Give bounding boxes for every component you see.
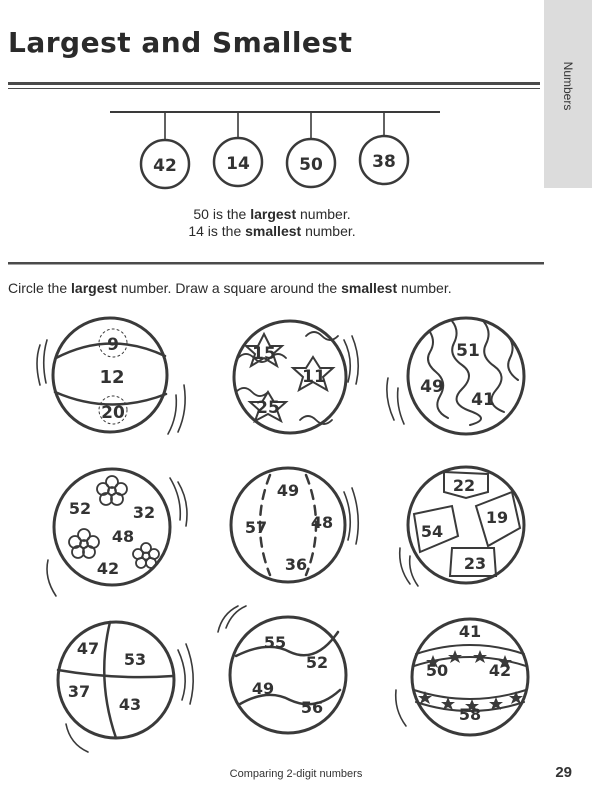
star-icon <box>418 650 523 712</box>
ball-2-number-2: 11 <box>302 367 326 387</box>
emphasis: smallest <box>245 223 302 239</box>
ball-6-number-4: 23 <box>463 554 487 573</box>
ball-1-number-1: 9 <box>107 335 119 355</box>
text: 50 is the <box>193 206 251 222</box>
ball-3-number-2: 49 <box>420 377 444 397</box>
example-number-1: 42 <box>153 156 177 176</box>
ball-8-number-2: 52 <box>305 653 329 672</box>
ball-7-number-4: 43 <box>118 695 142 714</box>
flower-icon <box>97 476 127 505</box>
ball-4-number-3: 48 <box>111 527 135 546</box>
ball-2-number-1: 15 <box>252 344 276 364</box>
ball-5-number-4: 36 <box>284 555 308 574</box>
flower-icon <box>69 529 99 558</box>
ball-5-number-1: 49 <box>276 481 300 500</box>
ball-3-number-3: 41 <box>471 390 495 410</box>
ball-3-number-1: 51 <box>456 341 480 361</box>
text: number. <box>397 280 452 296</box>
flower-icon <box>133 543 159 568</box>
ball-3[interactable] <box>387 318 524 434</box>
ball-9-number-4: 58 <box>458 705 482 724</box>
ball-6-number-1: 22 <box>452 476 476 495</box>
page-title: Largest and Smallest <box>8 26 353 59</box>
ball-1-number-2: 12 <box>99 367 125 388</box>
text: number. <box>296 206 351 222</box>
text: number. Draw a square around the <box>116 280 342 296</box>
ball-7-number-2: 53 <box>123 650 147 669</box>
instruction-text <box>8 280 452 296</box>
ball-5-number-2: 57 <box>244 518 268 537</box>
text: number. <box>301 223 356 239</box>
ball-6-number-3: 19 <box>485 508 509 527</box>
ball-5-number-3: 48 <box>310 513 334 532</box>
ball-4-number-2: 32 <box>132 503 156 522</box>
section-divider <box>8 262 544 265</box>
example-number-3: 50 <box>299 155 323 175</box>
ball-7-number-1: 47 <box>76 639 100 658</box>
ball-2-number-3: 25 <box>256 398 280 418</box>
emphasis: largest <box>71 280 117 296</box>
ball-4-number-1: 52 <box>68 499 92 518</box>
ball-8-number-3: 49 <box>251 679 275 698</box>
ball-8-number-1: 55 <box>263 633 287 652</box>
ball-6-number-2: 54 <box>420 522 444 541</box>
example-explanation <box>0 206 544 240</box>
ball-9-number-1: 41 <box>458 622 482 641</box>
example-number-2: 14 <box>226 154 250 174</box>
emphasis: smallest <box>341 280 398 296</box>
ball-1-number-3: 20 <box>101 403 125 423</box>
example-number-4: 38 <box>372 152 396 172</box>
footer-caption: Comparing 2-digit numbers <box>229 768 363 780</box>
emphasis: largest <box>250 206 297 222</box>
example-line-smallest <box>0 223 544 240</box>
ball-9-number-3: 42 <box>488 661 512 680</box>
example-line-largest <box>0 206 544 223</box>
example-balloons <box>110 112 440 188</box>
ball-7-number-3: 37 <box>67 682 91 701</box>
text: Circle the <box>8 280 72 296</box>
ball-4-number-4: 42 <box>96 559 120 578</box>
text: 14 is the <box>188 223 246 239</box>
page-number: 29 <box>555 764 572 781</box>
section-tab-label: Numbers <box>561 61 575 111</box>
ball-9-number-2: 50 <box>425 661 449 680</box>
ball-2[interactable] <box>234 321 358 433</box>
ball-8-number-4: 56 <box>300 698 324 717</box>
